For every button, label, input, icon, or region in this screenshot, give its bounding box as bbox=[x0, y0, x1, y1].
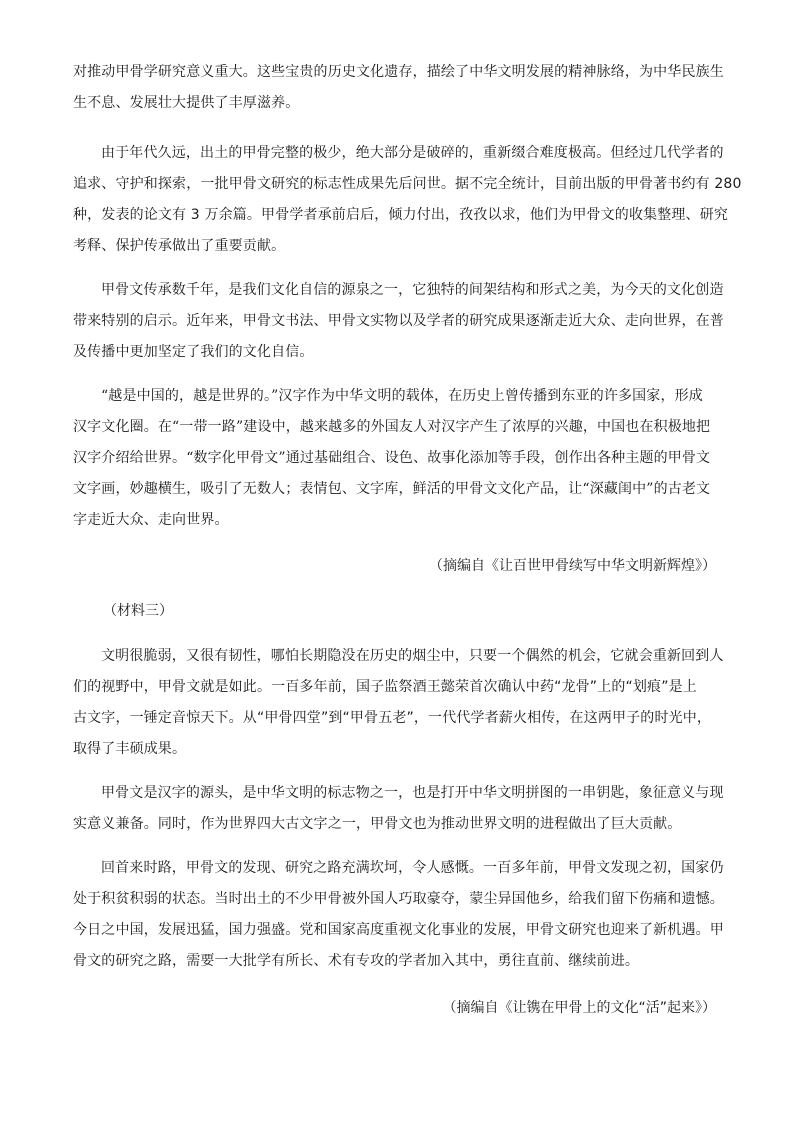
source-citation: （摘编自《让镌在甲骨上的文化“活”起来》） bbox=[442, 1000, 716, 1016]
text-line: 字走近大众、走向世界。 bbox=[73, 512, 229, 528]
paragraph-3 bbox=[73, 275, 723, 368]
text-line: 实意义兼备。同时，作为世界四大古文字之一，甲骨文也为推动世界文明的进程做出了巨大贡献。 bbox=[73, 816, 682, 832]
paragraph-4 bbox=[73, 381, 723, 536]
source-citation: （摘编自《让百世甲骨续写中华文明新辉煌》） bbox=[429, 558, 716, 574]
text-line: 骨文的研究之路，需要一大批学有所长、术有专攻的学者加入其中，勇往直前、继续前进。 bbox=[73, 953, 639, 969]
text-line: 种，发表的论文有 3 万余篇。甲骨学者承前启后，倾力付出，孜孜以求，他们为甲骨文的收集整理、研究 bbox=[73, 207, 729, 223]
paragraph-2 bbox=[73, 138, 742, 262]
text-line: 追求、守护和探索，一批甲骨文研究的标志性成果先后问世。据不完全统计，目前出版的甲骨著书约有 280 bbox=[73, 176, 742, 192]
text-line: 及传播中更加坚定了我们的文化自信。 bbox=[73, 344, 314, 360]
text-line: 甲骨文是汉字的源头，是中华文明的标志物之一，也是打开中华文明拼图的一串钥匙，象征意义与现 bbox=[101, 785, 724, 801]
paragraph-6 bbox=[73, 778, 723, 840]
text-line: 甲骨文传承数千年，是我们文化自信的源泉之一，它独特的间架结构和形式之美，为今天的文化创造 bbox=[101, 282, 724, 298]
text-line: 取得了丰硕成果。 bbox=[73, 741, 187, 757]
paragraph-7 bbox=[73, 853, 723, 977]
text-line: “越是中国的，越是世界的。”汉字作为中华文明的载体，在历史上曾传播到东亚的许多国家，形成 bbox=[101, 388, 703, 404]
text-line: 带来特别的启示。近年来，甲骨文书法、甲骨文实物以及学者的研究成果逐渐走近大众、走向世界，在普 bbox=[73, 313, 724, 329]
text-line: 文字画，妙趣横生，吸引了无数人；表情包、文字库，鲜活的甲骨文文化产品，让“深藏闺中”的古老文 bbox=[73, 481, 711, 497]
paragraph-1 bbox=[73, 57, 723, 119]
text-line: 们的视野中，甲骨文就是如此。一百多年前，国子监祭酒王懿荣首次确认中药“龙骨”上的“划痕”是上 bbox=[73, 679, 697, 695]
text-line: 文明很脆弱，又很有韧性，哪怕长期隐没在历史的烟尘中，只要一个偶然的机会，它就会重新回到人 bbox=[101, 648, 724, 664]
text-line: 由于年代久远，出土的甲骨完整的极少，绝大部分是破碎的，重新缀合难度极高。但经过几代学者的 bbox=[101, 145, 724, 161]
text-line: 处于积贫积弱的状态。当时出土的不少甲骨被外国人巧取豪夺，蒙尘异国他乡，给我们留下伤痛和遗憾。 bbox=[73, 891, 724, 907]
text-line: 对推动甲骨学研究意义重大。这些宝贵的历史文化遗存，描绘了中华文明发展的精神脉络，为中华民族生 bbox=[73, 64, 724, 80]
text-line: 汉字介绍给世界。“数字化甲骨文”通过基础组合、设色、故事化添加等手段，创作出各种主题的甲骨文 bbox=[73, 450, 711, 466]
text-line: 生不息、发展壮大提供了丰厚滋养。 bbox=[73, 95, 300, 111]
text-line: 考释、保护传承做出了重要贡献。 bbox=[73, 238, 286, 254]
paragraph-5 bbox=[73, 641, 723, 765]
text-line: 回首来时路，甲骨文的发现、研究之路充满坎坷，令人感慨。一百多年前，甲骨文发现之初，国家仍 bbox=[101, 860, 724, 876]
text-line: 今日之中国，发展迅猛，国力强盛。党和国家高度重视文化事业的发展，甲骨文研究也迎来了新机遇。甲 bbox=[73, 922, 724, 938]
text-line: 汉字文化圈。在“一带一路”建设中，越来越多的外国友人对汉字产生了浓厚的兴趣，中国也在积极地把 bbox=[73, 419, 711, 435]
text-line: 古文字，一锤定音惊天下。从“甲骨四堂”到“甲骨五老”，一代代学者薪火相传，在这两甲子的时光中， bbox=[73, 710, 712, 726]
section-label: （材料三） bbox=[103, 603, 173, 619]
